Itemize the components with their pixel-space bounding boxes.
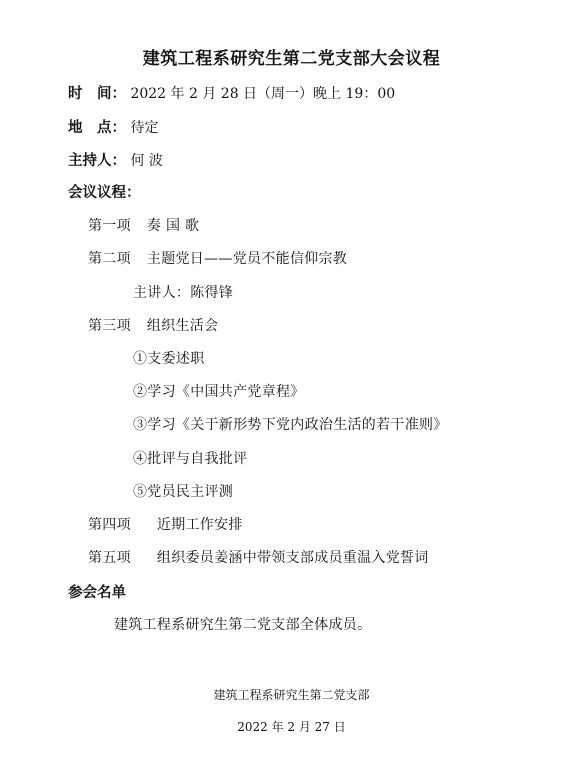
document-title: 建筑工程系研究生第二党支部大会议程 <box>142 49 441 69</box>
agenda-item-text: 主题党日——党员不能信仰宗教 <box>146 251 348 267</box>
agenda-subitem: ④批评与自我批评 <box>133 451 248 467</box>
agenda-item-text: 组织委员姜涵中带领支部成员重温入党誓词 <box>156 550 429 566</box>
agenda-item-4 <box>88 514 243 534</box>
footer-date: 2022 年 2 月 27 日 <box>237 720 346 734</box>
agenda-item-number: 第四项 <box>88 517 131 533</box>
agenda-subitem: ①支委述职 <box>133 351 205 367</box>
agenda-item-1 <box>88 215 199 235</box>
agenda-item-number: 第五项 <box>88 550 131 566</box>
place-label: 地 点： <box>68 120 126 136</box>
place-value: 待定 <box>130 120 159 136</box>
place-row <box>68 116 158 137</box>
host-row <box>68 149 163 170</box>
agenda-item-number: 第三项 <box>88 318 131 334</box>
attendees-value: 建筑工程系研究生第二党支部全体成员。 <box>114 617 372 633</box>
agenda-item-number: 第一项 <box>88 218 131 234</box>
agenda-item-3 <box>88 315 218 335</box>
agenda-subitem: ⑤党员民主评测 <box>133 484 234 500</box>
agenda-item-2-speaker: 主讲人：陈得锋 <box>133 285 234 301</box>
attendees-heading: 参会名单 <box>68 585 126 601</box>
agenda-item-5 <box>88 547 429 567</box>
agenda-heading: 会议议程： <box>68 185 141 201</box>
time-row <box>68 82 395 103</box>
agenda-item-number: 第二项 <box>88 251 131 267</box>
agenda-subitem: ②学习《中国共产党章程》 <box>133 384 305 400</box>
time-label: 时 间： <box>68 86 126 102</box>
footer-org: 建筑工程系研究生第二党支部 <box>213 688 370 702</box>
agenda-subitem: ③学习《关于新形势下党内政治生活的若干准则》 <box>133 417 448 433</box>
time-value: 2022 年 2 月 28 日（周一）晚上 19：00 <box>130 86 396 102</box>
agenda-item-text: 组织生活会 <box>146 318 219 334</box>
host-label: 主持人： <box>68 153 126 169</box>
agenda-item-2 <box>88 248 347 268</box>
agenda-item-text: 近期工作安排 <box>156 517 243 533</box>
agenda-item-text: 奏 国 歌 <box>146 218 200 234</box>
host-value: 何 波 <box>130 153 163 169</box>
